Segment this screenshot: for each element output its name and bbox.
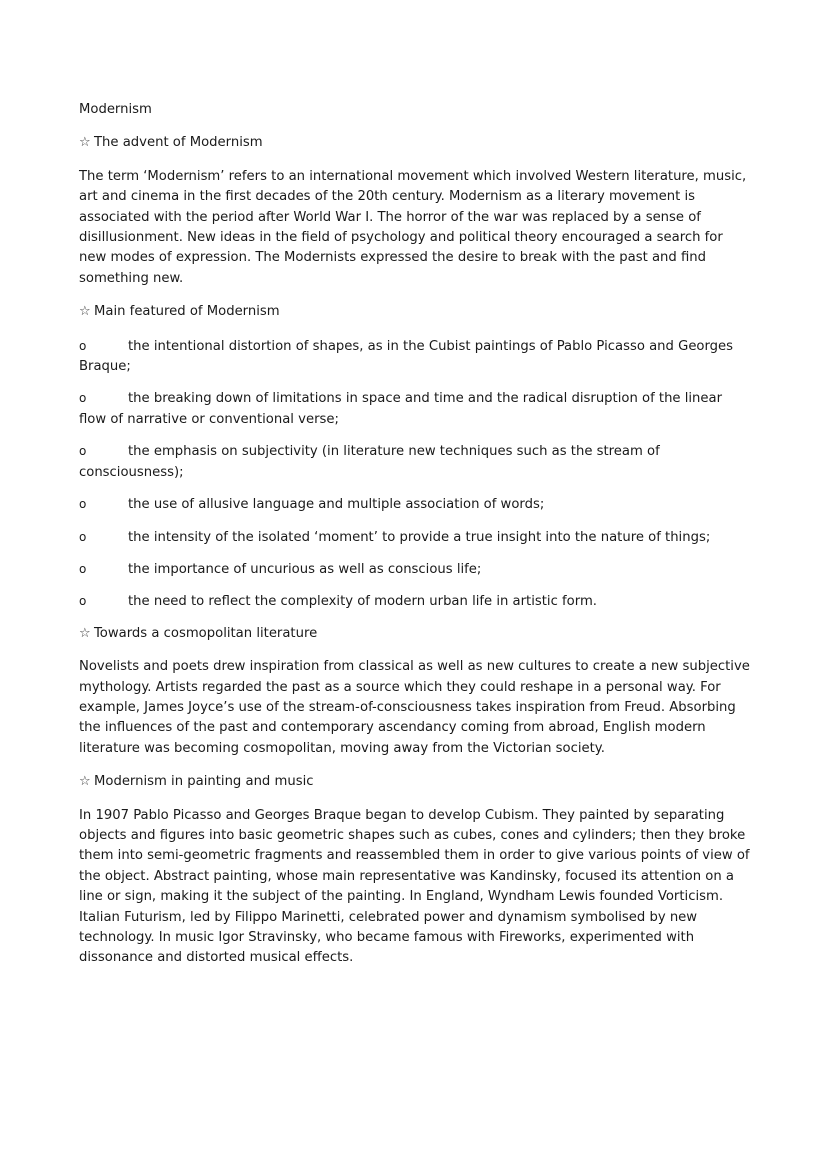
- bullet-marker: o: [79, 529, 87, 544]
- section-heading-text: Modernism in painting and music: [94, 774, 314, 790]
- bullet-text: the intensity of the isolated ‘moment’ to provide a true insight into the nature of things;: [128, 529, 711, 545]
- section-heading-text: Main featured of Modernism: [94, 304, 280, 320]
- star-outline-icon: ☆: [79, 304, 91, 320]
- list-item: [79, 388, 753, 430]
- section-paragraph-advent: The term ‘Modernism’ refers to an international movement which involved Western literature, music, art and cinema in the first decades of the 20th century. Modernism as a literary movement is associated with the period after World War I. The horror of the war was replaced by a sense of disillusionment. New ideas in the field of psychology and political theory encouraged a search for new modes of expression. The Modernists expressed the desire to break with the past and find something new.: [79, 168, 747, 286]
- document-title: Modernism: [79, 102, 152, 117]
- bullet-text: the need to reflect the complexity of modern urban life in artistic form.: [128, 594, 597, 610]
- bullet-text: the use of allusive language and multiple association of words;: [128, 497, 545, 513]
- list-item: [79, 494, 753, 515]
- section-paragraph-painting-music: In 1907 Pablo Picasso and Georges Braque began to develop Cubism. They painted by separating objects and figures into basic geometric shapes such as cubes, cones and cylinders; then they broke them into semi-geometric fragments and reassembled them in order to give various points of view of the object. Abstract painting, whose main representative was Kandinsky, focused its attention on a line or sign, making it the subject of the painting. In England, Wyndham Lewis founded Vorticism. Italian Futurism, led by Filippo Marinetti, celebrated power and dynamism symbolised by new technology. In music Igor Stravinsky, who became famous with Fireworks, experimented with dissonance and distorted musical effects.: [79, 807, 750, 966]
- section-heading-painting-music: [79, 772, 753, 792]
- bullet-marker: o: [79, 497, 87, 512]
- list-item: [79, 441, 753, 483]
- section-paragraph-cosmopolitan: Novelists and poets drew inspiration from classical as well as new cultures to create a new subjective mythology. Artists regarded the past as a source which they could reshape in a personal way. For example, James Joyce’s use of the stream-of-consciousness takes inspiration from Freud. Absorbing the influences of the past and contemporary ascendancy coming from abroad, English modern literature was becoming cosmopolitan, moving away from the Victorian society.: [79, 659, 750, 756]
- section-heading-text: The advent of Modernism: [94, 135, 263, 151]
- list-item: [79, 559, 753, 580]
- bullet-text: the importance of uncurious as well as conscious life;: [128, 561, 482, 577]
- list-item: [79, 591, 753, 612]
- list-item: [79, 336, 753, 378]
- bullet-marker: o: [79, 594, 87, 609]
- star-outline-icon: ☆: [79, 135, 91, 151]
- bullet-text: the emphasis on subjectivity (in literature new techniques such as the stream of consciousness);: [79, 444, 660, 480]
- bullet-text: the intentional distortion of shapes, as in the Cubist paintings of Pablo Picasso and Georges Braque;: [79, 338, 734, 375]
- document-page: [79, 100, 753, 982]
- section-heading-advent: [79, 133, 753, 153]
- star-outline-icon: ☆: [79, 625, 91, 641]
- star-outline-icon: ☆: [79, 774, 91, 790]
- bullet-marker: o: [79, 561, 87, 576]
- bullet-marker: o: [79, 391, 87, 406]
- bullet-marker: o: [79, 338, 87, 353]
- features-list: [79, 336, 753, 613]
- list-item: [79, 527, 753, 548]
- section-heading-text: Towards a cosmopolitan literature: [94, 625, 318, 641]
- bullet-text: the breaking down of limitations in space and time and the radical disruption of the linear flow of narrative or conventional verse;: [79, 391, 723, 427]
- section-heading-cosmopolitan: [79, 624, 753, 644]
- section-heading-main-features: [79, 302, 753, 322]
- bullet-marker: o: [79, 444, 87, 459]
